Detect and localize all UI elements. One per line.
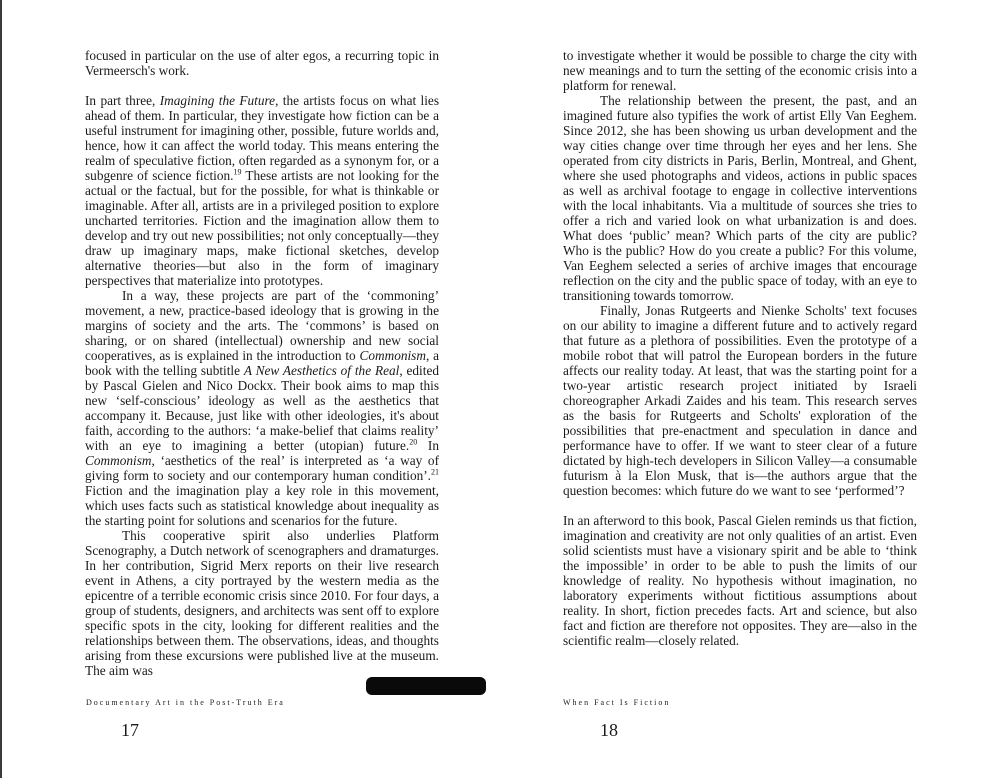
running-head-left: Documentary Art in the Post-Truth Era xyxy=(86,698,285,707)
italic-title: A New Aesthetics of the Real xyxy=(243,363,400,378)
paragraph: In a way, these projects are part of the ‘commoning’ movement, a new, practice-based ideology that is growing in the margins of society and the arts. The ‘commons’ is based on sharing, or on shared (intellectual) ownership and new social cooperatives, as is explained in the introduction to Commonism, a book with the telling subtitle A New Aesthetics of the Real, edited by Pascal Gielen and Nico Dockx. Their book aims to map this new ‘self-conscious’ ideology as well as the aesthetics that accompany it. Because, just like with other ideologies, it's about faith, according to the authors: ‘a make-belief that claims reality’ with an eye to imagining a better (utopian) future.$^{20}$ In Commonism, ‘aesthetics of the real’ is interpreted as ‘a way of giving form to society and our contemporary human condition’.$^{21}$ Fiction and the imagination play a key role in this movement, which uses facts such as statistical knowledge about inequality as the starting point for solutions and scenarios for the future. xyxy=(85,288,439,528)
footnote-ref: 20 xyxy=(409,437,418,447)
paragraph: to investigate whether it would be possible to charge the city with new meanings and to turn the setting of the economic crisis into a platform for renewal. xyxy=(563,48,917,93)
footnote-ref: 21 xyxy=(431,467,439,477)
right-page-text xyxy=(563,48,917,648)
italic-title: Imagining the Future xyxy=(159,93,276,108)
page-number-right: 18 xyxy=(600,720,618,740)
paragraph: In an afterword to this book, Pascal Gielen reminds us that fiction, imagination and creativity are not only qualities of an artist. Even solid scientists must have a visionary spirit and be able to ‘think the impossible’ in order to be able to push the limits of our knowledge of reality. No hypothesis without imagination, no laboratory experiments without fictitious assumptions about reality. In short, fiction precedes facts. Art and science, but also fact and fiction are therefore not opposites. They are—also in the scientific realm—closely related. xyxy=(563,513,917,648)
paragraph: focused in particular on the use of alter egos, a recurring topic in Vermeersch's work. xyxy=(85,48,439,78)
italic-title: Commonism xyxy=(85,453,152,468)
paragraph: Finally, Jonas Rutgeerts and Nienke Scholts' text focuses on our ability to imagine a different future and to actively regard that future as a plethora of possibilities. Even the prototype of a mobile robot that will patrol the European borders in the future affects our reality today. At least, that was the starting point for a two-year artistic research project initiated by Israeli choreographer Arkadi Zaides and his team. This research serves as the basis for Rutgeerts and Scholts' exploration of the possibilities that pre-enactment and speculation in dance and performance have to offer. If we want to steer clear of a future dictated by high-tech developers in Silicon Valley—a consumable futurism à la Elon Musk, that is—the authors argue that the question becomes: which future do we want to see ‘performed’? xyxy=(563,303,917,498)
book-spine-edge xyxy=(0,0,2,778)
paragraph: The relationship between the present, the past, and an imagined future also typifies the work of artist Elly Van Eeghem. Since 2012, she has been showing us urban development and the way cities change over time through her eyes and her lens. She operated from city districts in Paris, Berlin, Montreal, and Ghent, where she used photographs and videos, actions in public spaces as well as archival footage to engage in collective interventions with the local inhabitants. Via a multitude of sources she tries to offer a rich and varied look on what urbanization is and does. What does ‘public’ mean? Which parts of the city are public? Who is the public? How do you create a public? For this volume, Van Eeghem selected a series of archive images that encourage reflection on the city and the public space of today, with an eye to transitioning towards tomorrow. xyxy=(563,93,917,303)
running-head-right: When Fact Is Fiction xyxy=(563,698,671,707)
redaction-bar xyxy=(366,677,486,695)
left-page-text xyxy=(85,48,439,678)
paragraph: This cooperative spirit also underlies Platform Scenography, a Dutch network of scenographers and dramaturges. In her contribution, Sigrid Merx reports on their live research event in Athens, a city portrayed by the western media as the epicentre of a terrible economic crisis since 2010. For four days, a group of students, designers, and architects was sent off to explore specific spots in the city, looking for different realities and the relationships between them. The observations, ideas, and thoughts arising from these excursions were published live at the museum. The aim was xyxy=(85,528,439,678)
italic-title: Commonism xyxy=(359,348,426,363)
footnote-ref: 19 xyxy=(233,167,242,177)
page-number-left: 17 xyxy=(121,720,139,740)
paragraph: In part three, Imagining the Future, the artists focus on what lies ahead of them. In particular, they investigate how fiction can be a useful instrument for imagining other, possible, future worlds and, hence, how it can affect the world today. This means entering the realm of speculative fiction, often regarded as a synonym for, or a subgenre of science fiction.$^{19}$ These artists are not looking for the actual or the factual, but for the possible, for what is thinkable or imaginable. After all, artists are in a privileged position to explore uncharted territories. Fiction and the imagination allow them to develop and try out new possibilities; not only conceptually—they draw up imaginary maps, make fictional sketches, develop alternative theories—but also in the form of imaginary perspectives that materialize into prototypes. xyxy=(85,93,439,288)
